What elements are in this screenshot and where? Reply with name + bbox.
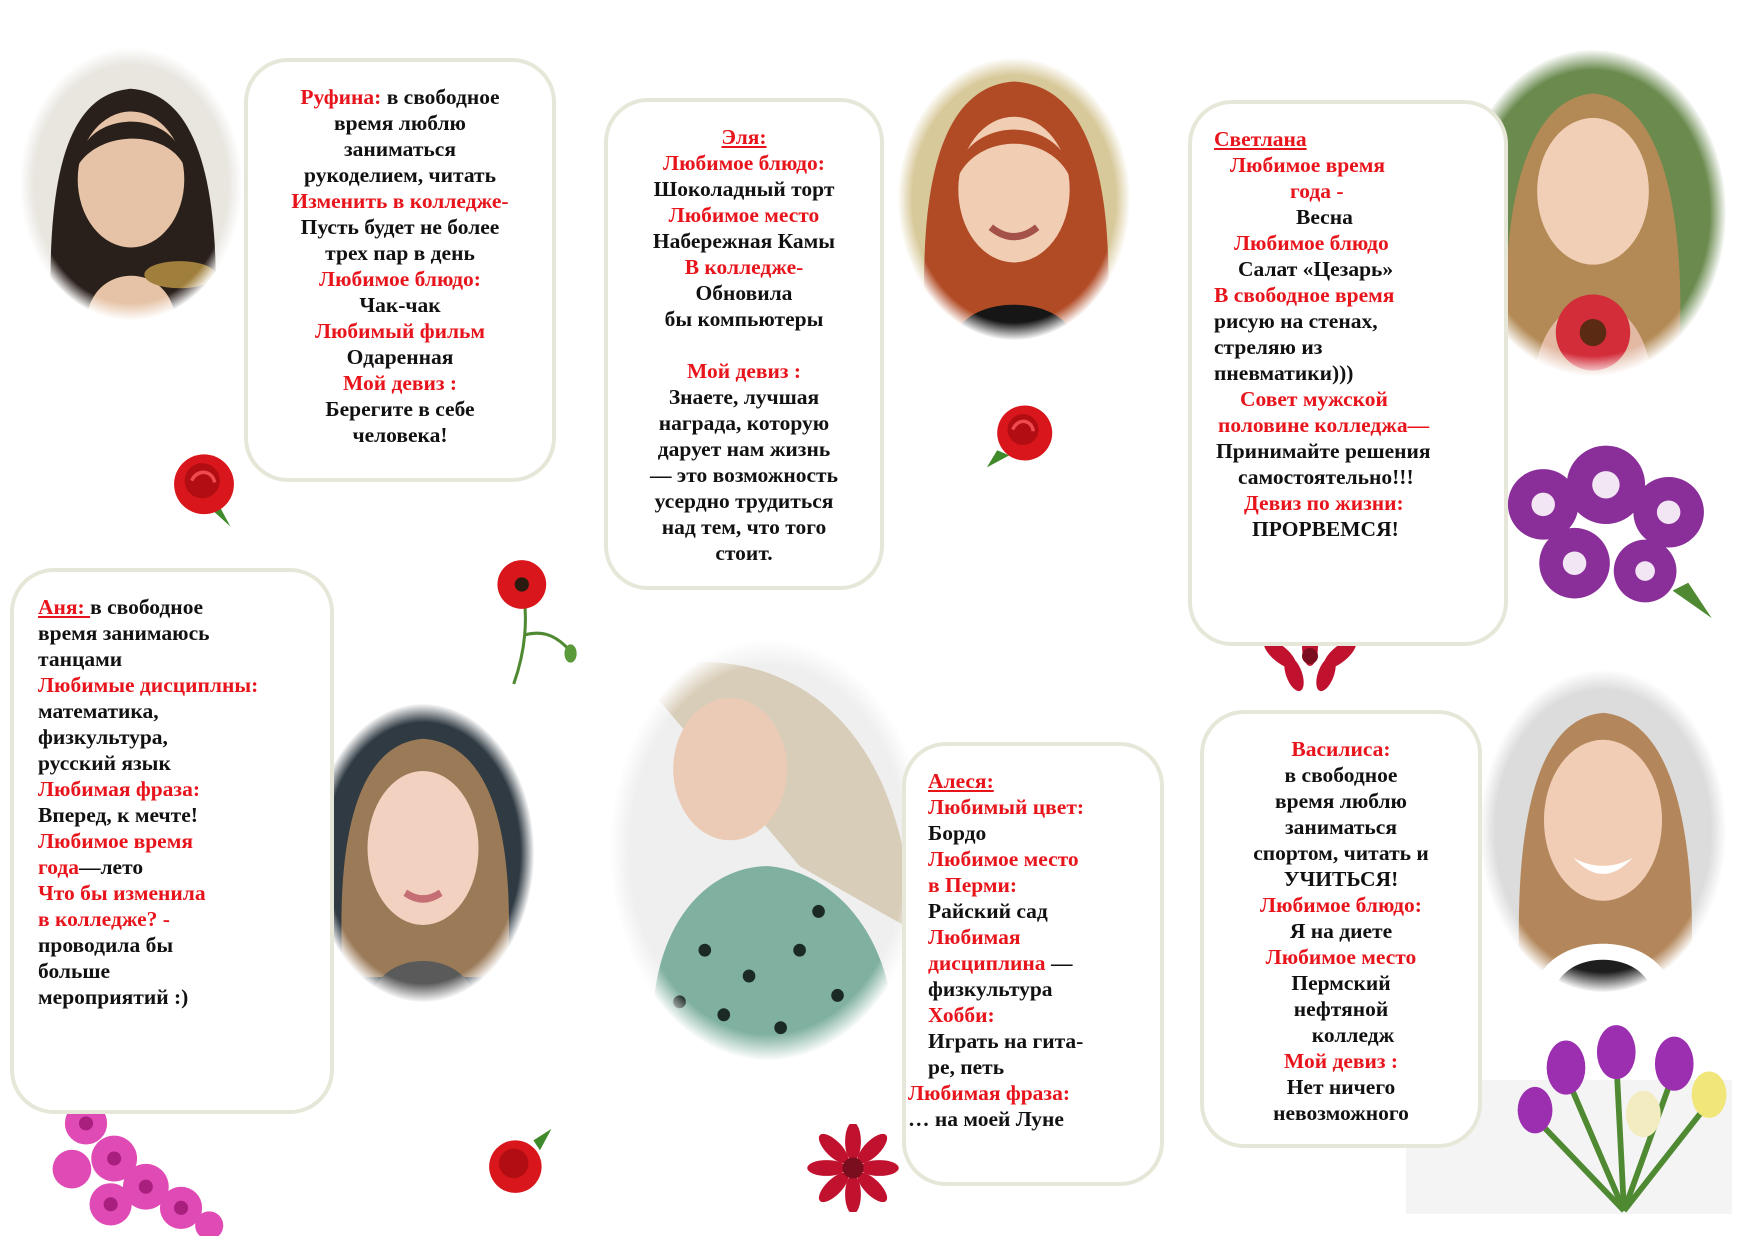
rose-decoration	[980, 388, 1066, 478]
rufina-intro: в свободное	[381, 85, 500, 109]
rufina-text: трех пар в день	[325, 241, 475, 265]
elya-name: Эля:	[721, 125, 767, 149]
svetlana-free: стреляю из	[1214, 335, 1323, 359]
vasilisa-motto: невозможного	[1273, 1101, 1409, 1125]
rufina-text: рукоделием, читать	[304, 163, 496, 187]
alesya-color: Бордо	[928, 821, 987, 845]
vasilisa-text: в свободное	[1284, 763, 1398, 787]
rufina-heading-motto: Мой девиз :	[342, 371, 458, 395]
rufina-text: заниматься	[344, 137, 456, 161]
rufina-film: Одаренная	[346, 345, 454, 369]
svetlana-season: Весна	[1296, 205, 1353, 229]
alesya-heading-place: в Перми:	[928, 873, 1018, 897]
alesya-place: Райский сад	[928, 899, 1048, 923]
svetlana-heading-season: года -	[1290, 179, 1344, 203]
daisy-decoration	[1260, 640, 1360, 696]
elya-heading-motto: Мой девиз :	[686, 359, 802, 383]
vasilisa-place: Пермский	[1291, 971, 1391, 995]
rufina-text: время люблю	[334, 111, 466, 135]
svetlana-heading-dish: Любимое блюдо	[1234, 231, 1389, 255]
alesya-subject: физкультура	[928, 977, 1053, 1001]
rufina-heading-change: Изменить в колледже-	[291, 189, 509, 213]
alesya-hobby: ре, петь	[928, 1055, 1005, 1079]
elya-motto: усердно трудиться	[654, 489, 834, 513]
tulip-bouquet-decoration	[1508, 1014, 1740, 1214]
vasilisa-text: УЧИТЬСЯ!	[1283, 867, 1399, 891]
photo-anya	[312, 704, 534, 1002]
svetlana-motto: ПРОРВЕМСЯ!	[1252, 517, 1399, 541]
photo-elya	[898, 58, 1130, 340]
elya-heading-dish: Любимое блюдо:	[663, 151, 825, 175]
profile-card-anya	[10, 568, 334, 1114]
anya-heading-season: года	[38, 855, 79, 879]
rose-decoration	[160, 440, 248, 532]
anya-subject: русский язык	[38, 751, 171, 775]
elya-motto: Знаете, лучшая	[668, 385, 820, 409]
rufina-name: Руфина:	[300, 85, 382, 109]
anya-phrase: Вперед, к мечте!	[38, 803, 198, 827]
vasilisa-text: спортом, читать и	[1253, 841, 1429, 865]
rufina-motto: человека!	[352, 423, 448, 447]
svetlana-advice: Принимайте решения	[1216, 439, 1431, 463]
rufina-heading-dish: Любимое блюдо:	[319, 267, 481, 291]
alesya-heading-subject: Любимая	[928, 925, 1021, 949]
alesya-heading-place: Любимое место	[928, 847, 1079, 871]
vasilisa-heading-place: Любимое место	[1265, 945, 1417, 969]
elya-motto: награда, которую	[658, 411, 830, 435]
anya-change: мероприятий :)	[38, 985, 189, 1009]
elya-motto: дарует нам жизнь	[657, 437, 831, 461]
vasilisa-name: Василиса:	[1291, 737, 1391, 761]
vasilisa-motto: Нет ничего	[1286, 1075, 1396, 1099]
svetlana-heading-season: Любимое время	[1230, 153, 1386, 177]
alesya-hobby: Играть на гита-	[928, 1029, 1084, 1053]
photo-vasilisa	[1480, 670, 1726, 992]
vasilisa-text: время люблю	[1275, 789, 1407, 813]
elya-motto: стоит.	[715, 541, 773, 565]
anya-text: время занимаюсь	[38, 621, 210, 645]
elya-heading-college: В колледже-	[684, 255, 804, 279]
photo-rufina	[20, 48, 242, 320]
anya-change: больше	[38, 959, 111, 983]
vasilisa-heading-motto: Мой девиз :	[1283, 1049, 1399, 1073]
rose-decoration	[476, 1120, 558, 1210]
anya-season: —лето	[78, 855, 144, 879]
vasilisa-text: заниматься	[1285, 815, 1397, 839]
alesya-subject: —	[1045, 951, 1073, 975]
elya-college: бы компьютеры	[664, 307, 824, 331]
svetlana-name: Светлана	[1214, 127, 1307, 151]
anya-change: проводила бы	[38, 933, 174, 957]
alesya-heading-hobby: Хобби:	[928, 1003, 995, 1027]
spacer	[608, 332, 880, 358]
violet-bouquet-decoration	[1484, 426, 1720, 622]
svetlana-advice: самостоятельно!!!	[1238, 465, 1414, 489]
anya-heading-change: Что бы изменила	[38, 881, 206, 905]
anya-subject: физкультура,	[38, 725, 168, 749]
rufina-text: Пусть будет не более	[300, 215, 500, 239]
elya-college: Обновила	[695, 281, 793, 305]
svetlana-heading-motto: Девиз по жизни:	[1244, 491, 1404, 515]
alesya-heading-phrase: Любимая фраза:	[908, 1081, 1070, 1105]
alesya-phrase: … на моей Луне	[908, 1107, 1064, 1131]
vasilisa-place: нефтяной	[1293, 997, 1389, 1021]
anya-name: Аня:	[38, 595, 91, 619]
rufina-dish: Чак-чак	[359, 293, 441, 317]
profile-card-svetlana	[1188, 100, 1508, 646]
elya-motto: — это возможность	[650, 463, 838, 487]
anya-text: танцами	[38, 647, 123, 671]
svetlana-free: рисую на стенах,	[1214, 309, 1378, 333]
anya-subject: математика,	[38, 699, 159, 723]
elya-motto: над тем, что того	[661, 515, 827, 539]
alesya-name: Алеся:	[928, 769, 994, 793]
rufina-heading-film: Любимый фильм	[314, 319, 486, 343]
anya-heading-season: Любимое время	[38, 829, 194, 853]
poppy-decoration	[482, 554, 586, 686]
photo-alesya	[610, 640, 926, 1060]
vasilisa-dish: Я на диете	[1289, 919, 1393, 943]
daisy-decoration	[806, 1124, 900, 1212]
profile-card-alesya	[902, 742, 1164, 1186]
vasilisa-place: колледж	[1311, 1023, 1395, 1047]
anya-intro: в свободное	[90, 595, 203, 619]
alesya-heading-color: Любимый цвет:	[928, 795, 1085, 819]
profile-card-vasilisa	[1200, 710, 1482, 1148]
elya-heading-place: Любимое место	[668, 203, 820, 227]
svetlana-dish: Салат «Цезарь»	[1238, 257, 1394, 281]
elya-place: Набережная Камы	[652, 229, 836, 253]
vasilisa-heading-dish: Любимое блюдо:	[1260, 893, 1422, 917]
anya-heading-change: в колледже? -	[38, 907, 170, 931]
anya-heading-subjects: Любимые дисциплны:	[38, 673, 259, 697]
elya-dish: Шоколадный торт	[653, 177, 835, 201]
alesya-heading-subject: дисциплина	[928, 951, 1046, 975]
svetlana-heading-advice: Совет мужской	[1240, 387, 1388, 411]
anya-heading-phrase: Любимая фраза:	[38, 777, 200, 801]
svetlana-free: пневматики)))	[1214, 361, 1354, 385]
svetlana-heading-free: В свободное время	[1214, 283, 1395, 307]
profile-card-elya	[604, 98, 884, 590]
rufina-motto: Берегите в себе	[325, 397, 475, 421]
svetlana-heading-advice: половине колледжа—	[1218, 413, 1430, 437]
profile-card-rufina	[244, 58, 556, 482]
